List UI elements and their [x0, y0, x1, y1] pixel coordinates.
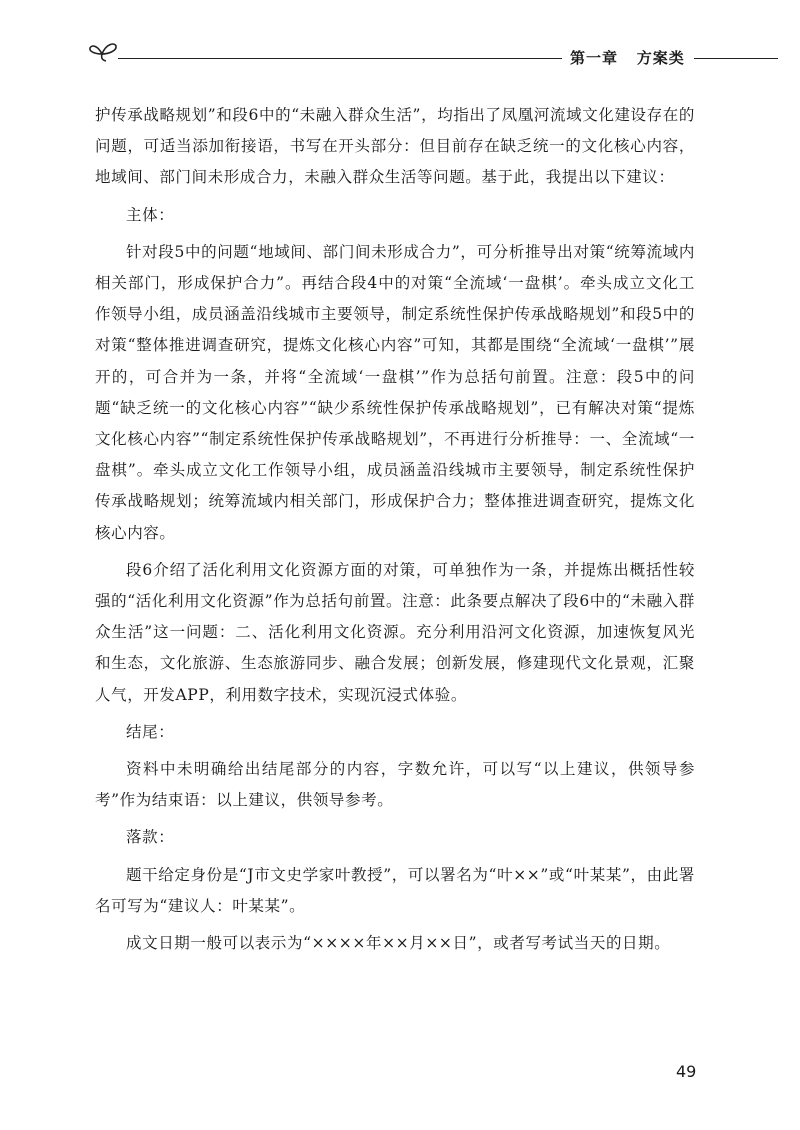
chapter-section: 方案类 [636, 49, 685, 67]
chapter-number: 第一章 [570, 49, 619, 67]
heading-ending: 结尾： [126, 722, 175, 741]
header-rule-right [694, 58, 778, 59]
paragraph-ending: 资料中未明确给出结尾部分的内容，字数允许，可以写“以上建议，供领导参考”作为结束语：以上建议，供领导参考。 [95, 760, 695, 810]
paragraph-intro-continued: 护传承战略规划”和段6中的“未融入群众生活”，均指出了凤凰河流域文化建设存在的问题，可适当添加衔接语，书写在开头部分：但目前存在缺乏统一的文化核心内容，地域间、部门间未形成合力，未融入群众生活等问题。基于此，我提出以下建议： [95, 106, 695, 187]
heading-body: 主体： [126, 205, 175, 224]
running-header [88, 34, 778, 74]
paragraph-signature: 题干给定身份是“J市文史学家叶教授”，可以署名为“叶××”或“叶某某”，由此署名可写为“建议人：叶某某”。 [95, 865, 695, 915]
paragraph-body-point-2: 段6介绍了活化利用文化资源方面的对策，可单独作为一条，并提炼出概括性较强的“活化利用文化资源”作为总括句前置。注意：此条要点解决了段6中的“未融入群众生活”这一问题：二、活化利用文化资源。充分利用沿河文化资源，加速恢复风光和生态，文化旅游、生态旅游同步、融合发展；创新发展，修建现代文化景观，汇聚人气，开发APP，利用数字技术，实现沉浸式体验。 [95, 560, 695, 704]
heading-signature: 落款： [126, 828, 175, 847]
paragraph-date: 成文日期一般可以表示为“××××年××月××日”，或者写考试当天的日期。 [126, 934, 671, 953]
chapter-title [562, 47, 693, 68]
paragraph-body-point-1: 针对段5中的问题“地域间、部门间未形成合力”，可分析推导出对策“统筹流域内相关部门，形成保护合力”。再结合段4中的对策“全流域‘一盘棋’。牵头成立文化工作领导小组，成员涵盖沿线城市主要领导，制定系统性保护传承战略规划”和段5中的对策“整体推进调查研究，提炼文化核心内容”可知，其都是围绕“全流域‘一盘棋’”展开的，可合并为一条，并将“全流域‘一盘棋’”作为总括句前置。注意：段5中的问题“缺乏统一的文化核心内容”“缺少系统性保护传承战略规划”，已有解决对策“提炼文化核心内容”“制定系统性保护传承战略规划”，不再进行分析推导：一、全流域“一盘棋”。牵头成立文化工作领导小组，成员涵盖沿线城市主要领导，制定系统性保护传承战略规划；统筹流域内相关部门，形成保护合力；整体推进调查研究，提炼文化核心内容。 [95, 242, 695, 542]
page-number: 49 [676, 1062, 697, 1081]
page-body [95, 100, 695, 959]
sprout-logo-icon [88, 34, 128, 64]
